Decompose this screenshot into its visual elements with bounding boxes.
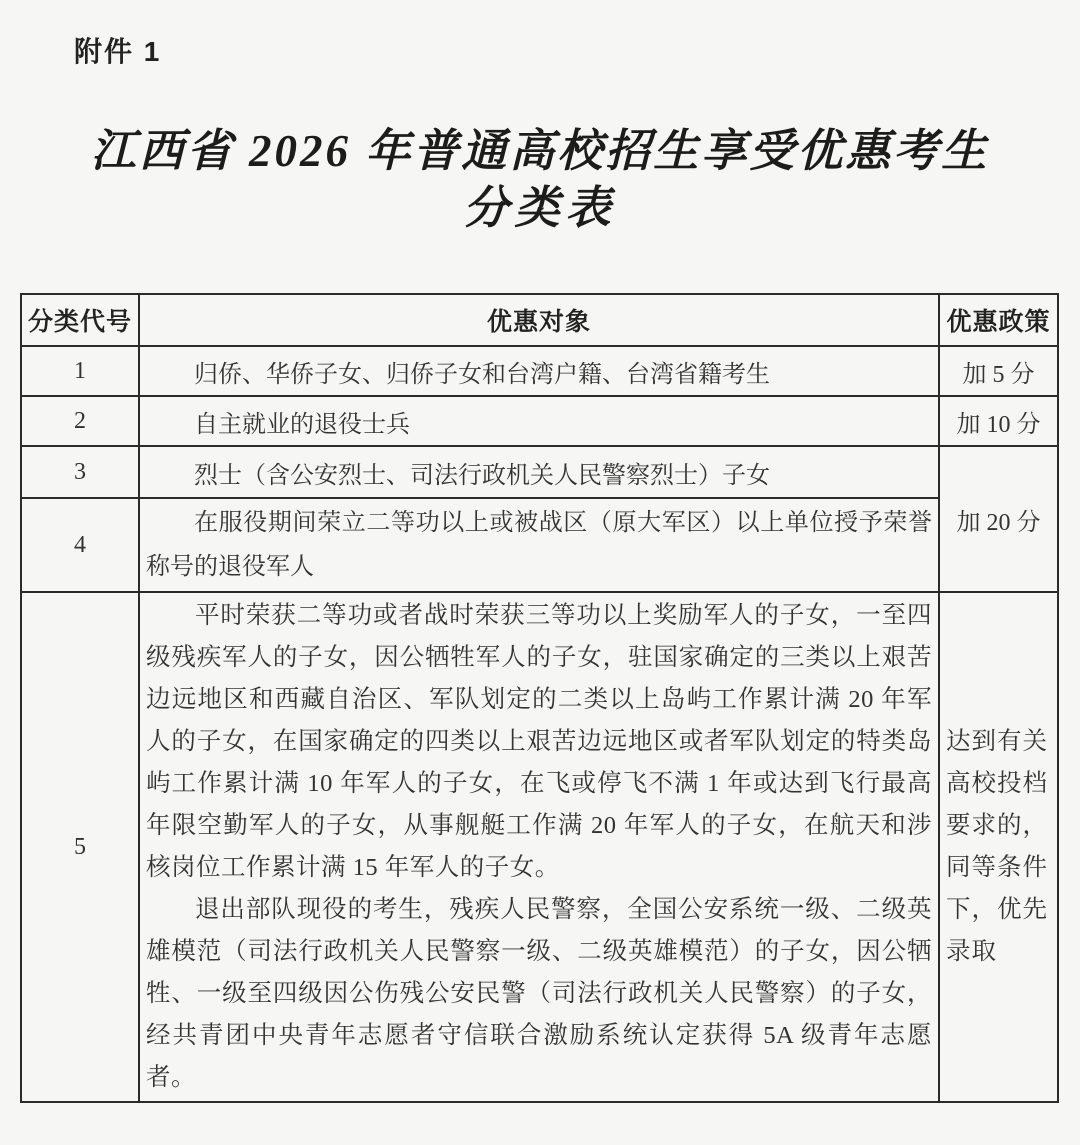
- header-code: 分类代号: [21, 294, 139, 346]
- row1-target: [139, 346, 939, 396]
- row5-target: [139, 592, 939, 1102]
- row5-code: 5: [21, 592, 139, 1102]
- table-row: [21, 396, 1058, 446]
- document-title: [0, 122, 1080, 236]
- table-row: [21, 346, 1058, 396]
- row1-policy: 加 5 分: [939, 346, 1058, 396]
- row5-target-paragraph-2: 退出部队现役的考生，残疾人民警察，全国公安系统一级、二级英雄模范（司法行政机关人民警察一级、二级英雄模范）的子女，因公牺牲、一级至四级因公伤残公安民警（司法行政机关人民警察）的子女，经共青团中央青年志愿者守信联合激励系统认定获得 5A 级青年志愿者。: [146, 896, 932, 1091]
- document-title-line2: 分类表: [463, 183, 617, 233]
- row1-code: 1: [21, 346, 139, 396]
- row3-row4-merged-policy: 加 20 分: [939, 446, 1058, 592]
- row4-target-text: 在服役期间荣立二等功以上或被战区（原大军区）以上单位授予荣誉称号的退役军人: [146, 510, 932, 580]
- header-target: 优惠对象: [139, 294, 939, 346]
- row4-code: 4: [21, 498, 139, 592]
- row3-code: 3: [21, 446, 139, 498]
- row2-target: [139, 396, 939, 446]
- header-policy: 优惠政策: [939, 294, 1058, 346]
- row3-target-text: 烈士（含公安烈士、司法行政机关人民警察烈士）子女: [194, 462, 770, 489]
- document-title-line1: 江西省 2026 年普通高校招生享受优惠考生: [90, 126, 990, 176]
- row2-policy: 加 10 分: [939, 396, 1058, 446]
- row4-target: [139, 498, 939, 592]
- table-row: [21, 446, 1058, 498]
- row2-target-text: 自主就业的退役士兵: [194, 411, 410, 438]
- row2-code: 2: [21, 396, 139, 446]
- attachment-label: 附件 1: [74, 36, 162, 67]
- table-row: [21, 592, 1058, 1102]
- row5-target-paragraph-1: 平时荣获二等功或者战时荣获三等功以上奖励军人的子女，一至四级残疾军人的子女，因公牺牲军人的子女，驻国家确定的三类以上艰苦边远地区和西藏自治区、军队划定的二类以上岛屿工作累计满 20 年军人的子女，在国家确定的四类以上艰苦边远地区或者军队划定的特类岛屿工作累计满 10 年军人的子女，在飞或停飞不满 1 年或达到飞行最高年限空勤军人的子女，从事舰艇工作满 20 年军人的子女，在航天和涉核岗位工作累计满 15 年军人的子女。: [146, 602, 932, 881]
- preferential-categories-table: [20, 293, 1059, 1103]
- row5-policy: 达到有关高校投档要求的，同等条件下，优先录取: [939, 592, 1058, 1102]
- row3-target: [139, 446, 939, 498]
- table-row: [21, 498, 1058, 592]
- table-header-row: [21, 294, 1058, 346]
- row1-target-text: 归侨、华侨子女、归侨子女和台湾户籍、台湾省籍考生: [194, 361, 770, 388]
